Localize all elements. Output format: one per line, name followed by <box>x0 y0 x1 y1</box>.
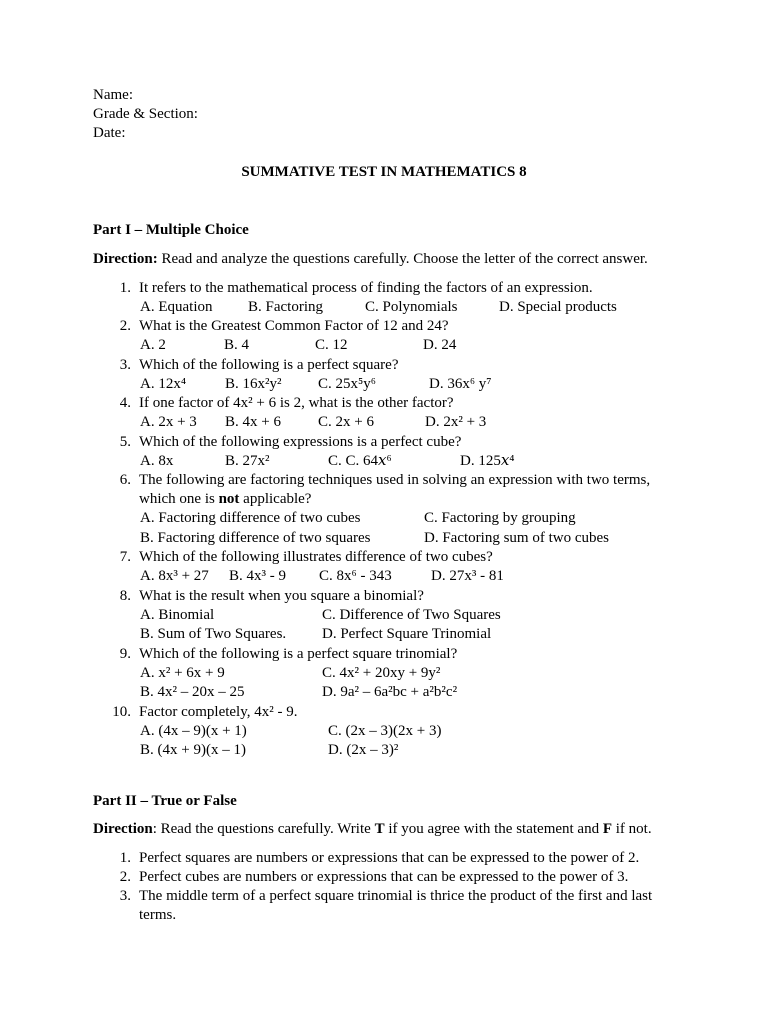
option-c: C. 12 <box>315 337 348 354</box>
option-d: D. 24 <box>423 337 457 354</box>
part1-direction <box>93 250 648 269</box>
question-9 <box>93 645 683 703</box>
option-d: D. 27x³ - 81 <box>431 568 504 585</box>
item-number: 3. <box>119 888 131 904</box>
option-d: D. Perfect Square Trinomial <box>322 626 492 643</box>
direction-text: Read and analyze the questions carefully. Choose the letter of the correct answer. <box>157 251 648 267</box>
item-text: Perfect squares are numbers or expressions that can be expressed to the power of 2. <box>139 850 640 866</box>
tf-item-2 <box>93 868 683 887</box>
part1-heading: Part I – Multiple Choice <box>93 222 249 238</box>
option-d: D. 125𝑥⁴ <box>460 453 515 470</box>
option-c: C. C. 64𝑥⁶ <box>328 453 392 470</box>
option-b: B. 4x³ - 9 <box>229 568 286 585</box>
question-text-continued <box>139 490 311 509</box>
option-b: B. (4x + 9)(x – 1) <box>140 742 246 759</box>
question-text-part: applicable? <box>239 491 312 508</box>
question-10 <box>93 703 683 761</box>
option-d: D. 2x² + 3 <box>425 414 487 431</box>
question-text: Which of the following is a perfect square trinomial? <box>139 646 458 662</box>
question-number: 8. <box>119 588 131 604</box>
direction-label: Direction: <box>93 251 158 267</box>
option-d: D. (2x – 3)² <box>328 742 399 759</box>
question-1 <box>93 279 683 317</box>
part2-direction <box>93 820 652 839</box>
option-a: A. Binomial <box>140 607 215 624</box>
option-d: D. Special products <box>499 299 617 316</box>
direction-true-letter: T <box>374 821 385 837</box>
question-number: 4. <box>119 395 131 411</box>
question-text: Which of the following expressions is a perfect cube? <box>139 434 462 450</box>
question-number: 6. <box>119 472 131 488</box>
option-c: C. Factoring by grouping <box>424 510 576 527</box>
question-8 <box>93 587 683 645</box>
item-text-continued: terms. <box>139 907 177 924</box>
question-text: Which of the following illustrates difference of two cubes? <box>139 549 493 565</box>
question-number: 7. <box>119 549 131 565</box>
direction-text: : Read the questions carefully. Write <box>152 821 375 837</box>
direction-text: if you agree with the statement and <box>384 821 603 837</box>
emphasis-not: not <box>218 491 240 508</box>
option-a: A. (4x – 9)(x + 1) <box>140 723 247 740</box>
question-4 <box>93 394 683 432</box>
question-text: The following are factoring techniques used in solving an expression with two terms, <box>139 472 651 488</box>
option-a: A. Equation <box>140 299 213 316</box>
item-text: Perfect cubes are numbers or expressions that can be expressed to the power of 3. <box>139 869 629 885</box>
tf-item-3 <box>93 887 683 925</box>
grade-section-label: Grade & Section: <box>93 106 198 122</box>
option-a: A. 8x <box>140 453 174 470</box>
question-7 <box>93 548 683 586</box>
item-number: 2. <box>119 869 131 885</box>
option-d: D. 36x⁶ y⁷ <box>429 376 492 393</box>
question-text: What is the result when you square a binomial? <box>139 588 424 604</box>
option-b: B. 4x² – 20x – 25 <box>140 684 245 701</box>
direction-false-letter: F <box>602 821 613 837</box>
question-text: If one factor of 4x² + 6 is 2, what is the other factor? <box>139 395 454 411</box>
option-a: A. 2x + 3 <box>140 414 197 431</box>
option-b: B. 4 <box>224 337 250 354</box>
question-number: 5. <box>119 434 131 450</box>
name-label: Name: <box>93 87 133 103</box>
question-5 <box>93 433 683 471</box>
question-text: Factor completely, 4x² - 9. <box>139 704 298 720</box>
option-c: C. Difference of Two Squares <box>322 607 501 624</box>
option-a: A. 8x³ + 27 <box>140 568 209 585</box>
question-text: Which of the following is a perfect square? <box>139 357 399 373</box>
question-text: What is the Greatest Common Factor of 12 and 24? <box>139 318 449 334</box>
option-d: D. Factoring sum of two cubes <box>424 529 609 546</box>
direction-text: if not. <box>612 821 652 837</box>
option-b: B. 27x² <box>225 453 270 470</box>
item-number: 1. <box>119 850 131 866</box>
part2-heading: Part II – True or False <box>93 793 237 809</box>
option-a: A. 12x⁴ <box>140 376 187 393</box>
option-b: B. Factoring difference of two squares <box>140 529 371 546</box>
option-c: C. Polynomials <box>365 299 458 316</box>
question-2 <box>93 317 683 355</box>
option-c: C. (2x – 3)(2x + 3) <box>328 723 442 740</box>
question-number: 3. <box>119 357 131 373</box>
question-6 <box>93 471 683 548</box>
question-text-part: which one is <box>139 491 219 508</box>
option-b: B. 4x + 6 <box>225 414 281 431</box>
option-c: C. 2x + 6 <box>318 414 374 431</box>
option-b: B. Sum of Two Squares. <box>140 626 287 643</box>
option-a: A. 2 <box>140 337 166 354</box>
option-b: B. Factoring <box>248 299 323 316</box>
option-c: C. 4x² + 20xy + 9y² <box>322 665 441 682</box>
question-3 <box>93 356 683 394</box>
option-a: A. x² + 6x + 9 <box>140 665 225 682</box>
date-label: Date: <box>93 125 126 141</box>
option-c: C. 25x⁵y⁶ <box>318 376 376 393</box>
tf-item-1 <box>93 849 683 868</box>
option-c: C. 8x⁶ - 343 <box>319 568 392 585</box>
option-b: B. 16x²y² <box>225 376 282 393</box>
item-text: The middle term of a perfect square trinomial is thrice the product of the first and last <box>139 888 653 904</box>
question-number: 9. <box>119 646 131 662</box>
direction-label: Direction <box>93 821 153 837</box>
page-title: SUMMATIVE TEST IN MATHEMATICS 8 <box>241 164 527 180</box>
option-a: A. Factoring difference of two cubes <box>140 510 361 527</box>
option-d: D. 9a² – 6a²bc + a²b²c² <box>322 684 458 701</box>
question-text: It refers to the mathematical process of finding the factors of an expression. <box>139 280 593 296</box>
question-number: 10. <box>112 704 131 720</box>
question-number: 1. <box>119 280 131 296</box>
question-number: 2. <box>119 318 131 334</box>
